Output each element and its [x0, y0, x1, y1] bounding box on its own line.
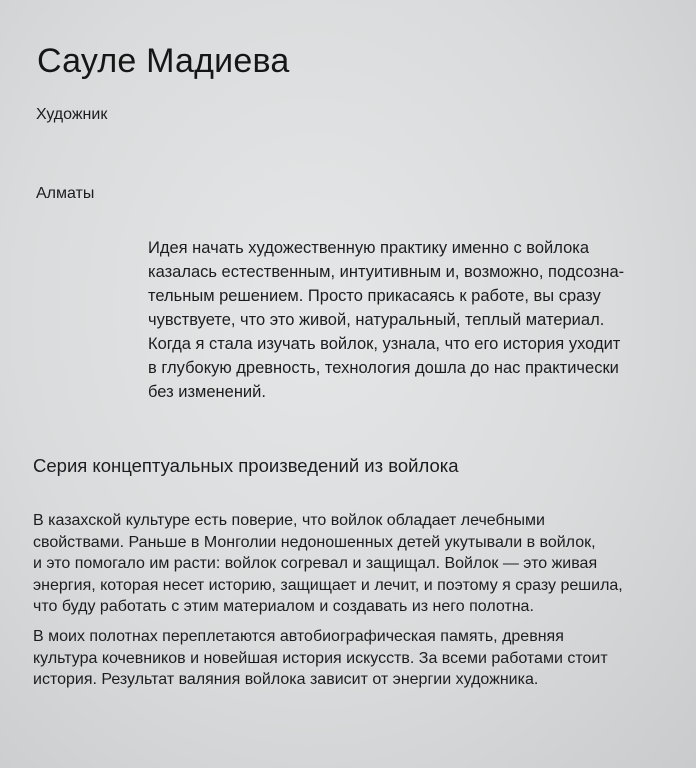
text-line: история. Результат валяния войлока зависит от энергии художника.: [33, 671, 539, 688]
artist-role: Художник: [36, 106, 108, 123]
text-line: В моих полотнах переплетаются автобиографическая память, древняя: [33, 628, 564, 645]
text-line: тельным решением. Просто прикасаясь к работе, вы сразу: [148, 287, 601, 305]
text-line: В казахской культуре есть поверие, что войлок обладает лечебными: [33, 512, 545, 529]
text-line: культура кочевников и новейшая история искусств. За всеми работами стоит: [33, 649, 608, 667]
paragraph-2: [33, 626, 608, 691]
text-line: что буду работать с этим материалом и создавать из него полотна.: [33, 598, 534, 615]
text-line: Когда я стала изучать войлок, узнала, что его история уходит: [148, 335, 621, 353]
artist-city: Алматы: [36, 185, 95, 202]
text-line: без изменений.: [148, 383, 266, 401]
text-line: и это помогало им расти: войлок согревал и защищал. Войлок — это живая: [33, 555, 598, 572]
text-line: свойствами. Раньше в Монголии недоношенных детей укутывали в войлок,: [33, 533, 596, 551]
text-line: энергия, которая несет историю, защищает и лечит, и поэтому я сразу решила,: [33, 576, 623, 594]
text-line: казалась естественным, интуитивным и, возможно, подсозна-: [148, 263, 625, 281]
text-line: чувствуете, что это живой, натуральный, теплый материал.: [148, 311, 605, 329]
artist-name: Сауле Мадиева: [37, 42, 290, 80]
text-line: Идея начать художественную практику именно с войлока: [148, 239, 590, 257]
intro-quote: [148, 236, 624, 404]
series-heading: Серия концептуальных произведений из войлока: [33, 455, 459, 476]
paragraph-1: [33, 510, 623, 618]
text-line: в глубокую древность, технология дошла до нас практически: [148, 359, 619, 377]
